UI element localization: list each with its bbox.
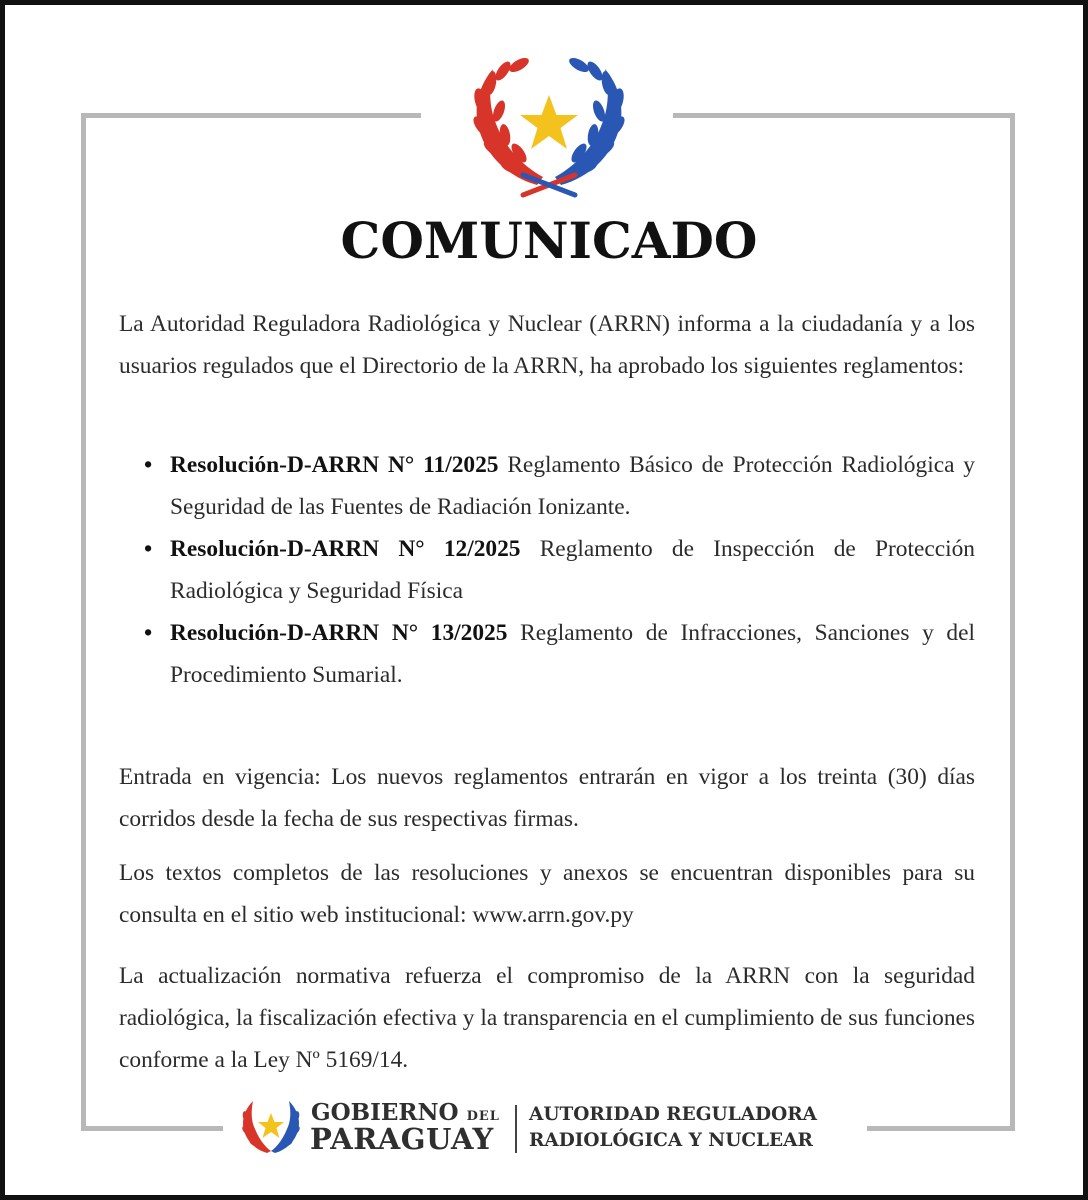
frame-top-left — [81, 113, 421, 118]
vigencia-paragraph: Entrada en vigencia: Los nuevos reglamentos entrarán en vigor a los treinta (30) días corridos desde la fecha de sus respectivas firmas. — [119, 764, 975, 832]
resolution-number: Resolución-D-ARRN N° 13/2025 — [170, 620, 508, 646]
arrn-label-line1: AUTORIDAD REGULADORA — [529, 1104, 817, 1125]
del-word: DEL — [466, 1109, 500, 1124]
intro-paragraph: La Autoridad Reguladora Radiológica y Nuclear (ARRN) informa a la ciudadanía y a los usuarios regulados que el Directorio de la ARRN, ha aprobado los siguientes reglamentos: — [119, 311, 975, 379]
resolution-number: Resolución-D-ARRN N° 11/2025 — [170, 452, 499, 478]
paraguay-emblem-small-icon — [239, 1097, 303, 1159]
frame-bottom-right — [867, 1126, 1015, 1131]
full-texts-paragraph: Los textos completos de las resoluciones y anexos se encuentran disponibles para su consulta en el sitio web institucional: www.arrn.gov.py — [119, 860, 975, 928]
list-item — [119, 444, 975, 528]
paraguay-emblem-icon — [467, 57, 631, 199]
resolution-description: Reglamento de Inspección de Protección Radiológica y Seguridad Física — [170, 536, 975, 604]
bullet: • — [144, 452, 153, 478]
frame-bottom-left — [81, 1126, 223, 1131]
footer-divider — [515, 1105, 517, 1153]
resolution-number: Resolución-D-ARRN N° 12/2025 — [170, 536, 521, 562]
frame-top-right — [673, 113, 1015, 118]
paraguay-label: PARAGUAY — [310, 1122, 494, 1156]
bullet: • — [144, 536, 153, 562]
list-item — [119, 612, 975, 696]
resolution-description: Reglamento de Infracciones, Sanciones y del Procedimiento Sumarial. — [170, 620, 975, 688]
regulations-list — [119, 444, 975, 696]
arrn-label-line2: RADIOLÓGICA Y NUCLEAR — [529, 1130, 813, 1151]
bullet: • — [144, 620, 153, 646]
gobierno-word: GOBIERNO — [311, 1099, 459, 1126]
list-item — [119, 528, 975, 612]
page-title: COMUNICADO — [340, 211, 758, 270]
update-paragraph: La actualización normativa refuerza el compromiso de la ARRN con la seguridad radiológica, la fiscalización efectiva y la transparencia en el cumplimiento de sus funciones conforme a la Ley Nº 5169/14. — [119, 963, 975, 1073]
resolution-description: Reglamento Básico de Protección Radiológica y Seguridad de las Fuentes de Radiación Ionizante. — [170, 452, 975, 520]
